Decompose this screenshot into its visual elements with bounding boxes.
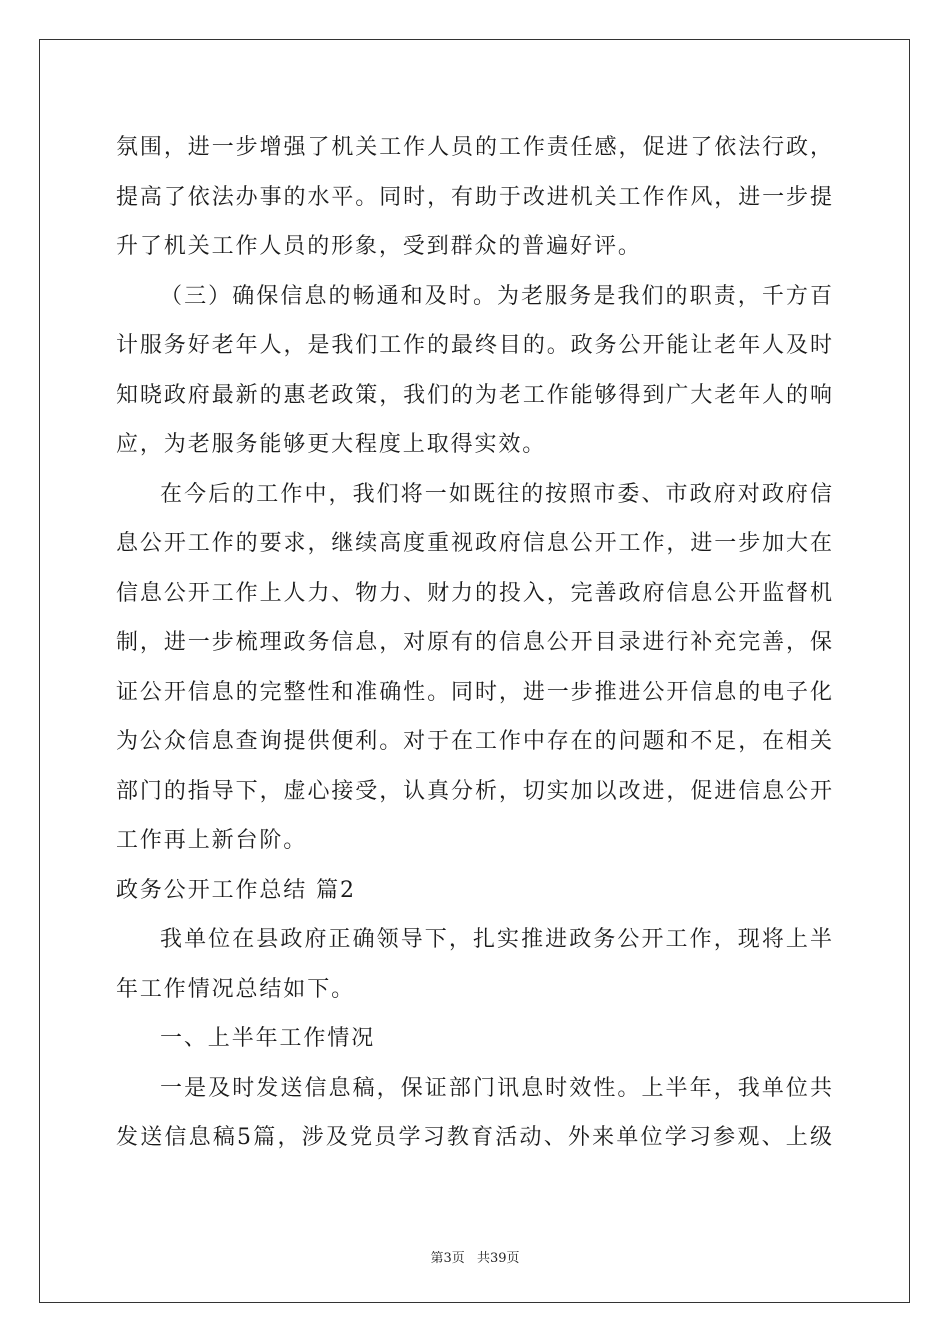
- page-footer: [0, 1247, 950, 1266]
- text-line: 一是及时发送信息稿，保证部门讯息时效性。上半年，我单位共: [160, 1075, 832, 1101]
- text-line: 我单位在县政府正确领导下，扎实推进政务公开工作，现将上半: [160, 927, 832, 952]
- text-line: 证公开信息的完整性和准确性。同时，进一步推进公开信息的电子化: [116, 679, 832, 705]
- text-line: 为公众信息查询提供便利。对于在工作中存在的问题和不足，在相关: [116, 729, 832, 754]
- text-line: 提高了依法办事的水平。同时，有助于改进机关工作作风，进一步提: [116, 184, 832, 210]
- text-line: 年工作情况总结如下。: [116, 976, 356, 1002]
- text-line: 计服务好老年人，是我们工作的最终目的。政务公开能让老年人及时: [116, 333, 832, 358]
- page-number: 第3页: [430, 1251, 465, 1266]
- text-line: 升了机关工作人员的形象，受到群众的普遍好评。: [116, 234, 642, 259]
- subsection-heading: 一、上半年工作情况: [160, 1026, 376, 1051]
- text-line: 发送信息稿5篇，涉及党员学习教育活动、外来单位学习参观、上级: [116, 1125, 832, 1150]
- text-line: 在今后的工作中，我们将一如既往的按照市委、市政府对政府信: [160, 481, 832, 507]
- text-line: 知晓政府最新的惠老政策，我们的为老工作能够得到广大老年人的响: [116, 382, 832, 408]
- document-body: [116, 129, 832, 1169]
- text-line: 工作再上新台阶。: [116, 828, 308, 853]
- text-line: 信息公开工作上人力、物力、财力的投入，完善政府信息公开监督机: [116, 580, 832, 606]
- text-line: 息公开工作的要求，继续高度重视政府信息公开工作，进一步加大在: [116, 531, 832, 556]
- section-heading: 政务公开工作总结 篇2: [116, 877, 356, 903]
- text-line: 制，进一步梳理政务信息，对原有的信息公开目录进行补充完善，保: [116, 630, 832, 655]
- text-line: （三）确保信息的畅通和及时。为老服务是我们的职责，千方百: [160, 283, 832, 309]
- text-line: 氛围，进一步增强了机关工作人员的工作责任感，促进了依法行政，: [116, 135, 832, 160]
- page-total: 共39页: [476, 1251, 520, 1266]
- text-line: 应，为老服务能够更大程度上取得实效。: [116, 432, 547, 457]
- text-line: 部门的指导下，虚心接受，认真分析，切实加以改进，促进信息公开: [116, 778, 832, 804]
